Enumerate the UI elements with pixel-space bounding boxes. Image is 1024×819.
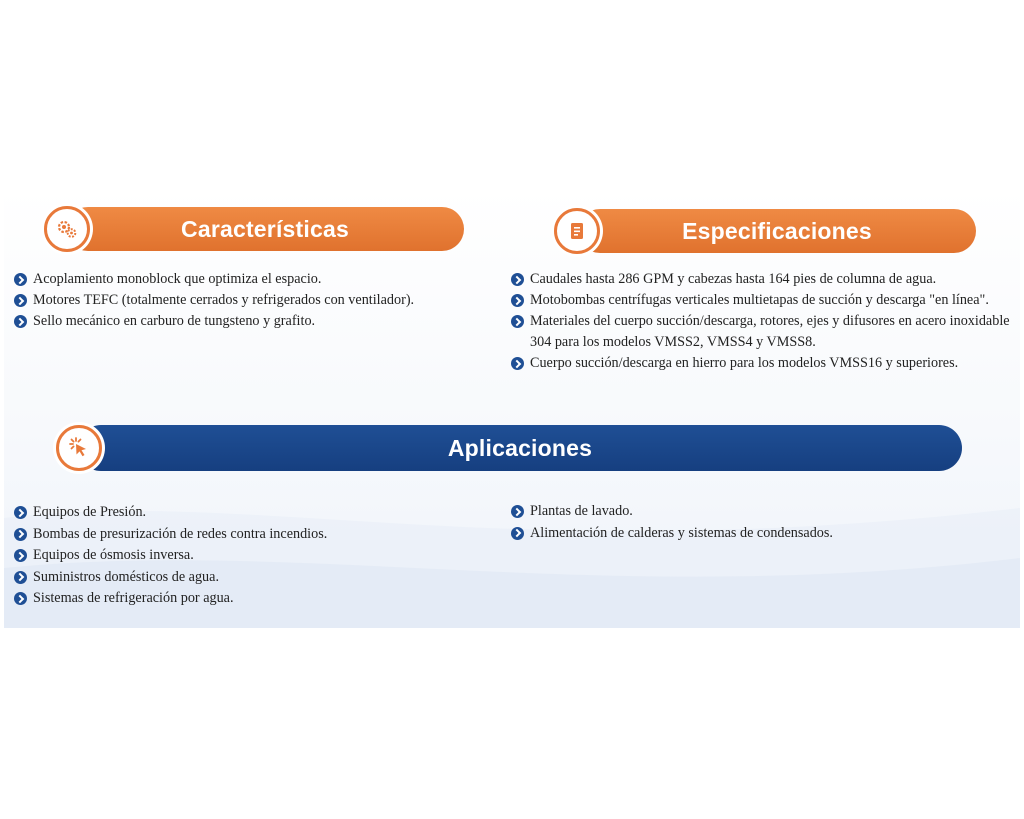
chevron-bullet-icon	[14, 571, 27, 584]
cursor-click-icon	[67, 436, 91, 460]
list-item: Cuerpo succión/descarga en hierro para los modelos VMSS16 y superiores.	[511, 353, 1019, 374]
list-item: Equipos de ósmosis inversa.	[14, 545, 484, 567]
list-item: Caudales hasta 286 GPM y cabezas hasta 164 pies de columna de agua.	[511, 269, 1019, 290]
especificaciones-badge	[553, 207, 601, 255]
aplicaciones-banner	[78, 425, 962, 471]
chevron-bullet-icon	[14, 528, 27, 541]
list-item: Motores TEFC (totalmente cerrados y refrigerados con ventilador).	[14, 290, 484, 311]
list-item: Sello mecánico en carburo de tungsteno y grafito.	[14, 311, 484, 332]
aplicaciones-list-right	[511, 501, 991, 544]
aplicaciones-list-left	[14, 502, 484, 610]
chevron-bullet-icon	[14, 294, 27, 307]
caracteristicas-title: Características	[181, 215, 349, 242]
especificaciones-banner	[578, 209, 976, 253]
chevron-bullet-icon	[511, 505, 524, 518]
list-item: Equipos de Presión.	[14, 502, 484, 524]
aplicaciones-badge	[55, 424, 103, 472]
chevron-bullet-icon	[511, 357, 524, 370]
caracteristicas-list	[14, 269, 484, 332]
chevron-bullet-icon	[14, 273, 27, 286]
chevron-bullet-icon	[511, 294, 524, 307]
list-item: Alimentación de calderas y sistemas de condensados.	[511, 523, 991, 545]
list-item: Suministros domésticos de agua.	[14, 567, 484, 589]
list-item: Materiales del cuerpo succión/descarga, rotores, ejes y difusores en acero inoxidable 304 para los modelos VMSS2, VMSS4 y VMSS8.	[511, 311, 1019, 353]
caracteristicas-badge	[43, 205, 91, 253]
chevron-bullet-icon	[511, 315, 524, 328]
chevron-bullet-icon	[14, 592, 27, 605]
aplicaciones-title: Aplicaciones	[447, 434, 593, 461]
especificaciones-title: Especificaciones	[682, 217, 872, 244]
list-item: Acoplamiento monoblock que optimiza el espacio.	[14, 269, 484, 290]
chevron-bullet-icon	[511, 527, 524, 540]
list-item: Motobombas centrífugas verticales multietapas de succión y descarga "en línea".	[511, 290, 1019, 311]
document-icon	[566, 220, 588, 242]
especificaciones-list	[511, 269, 1019, 374]
list-item: Sistemas de refrigeración por agua.	[14, 588, 484, 610]
chevron-bullet-icon	[14, 549, 27, 562]
gears-icon	[55, 217, 79, 241]
chevron-bullet-icon	[14, 315, 27, 328]
list-item: Plantas de lavado.	[511, 501, 991, 523]
chevron-bullet-icon	[511, 273, 524, 286]
chevron-bullet-icon	[14, 506, 27, 519]
list-item: Bombas de presurización de redes contra incendios.	[14, 524, 484, 546]
caracteristicas-banner	[66, 207, 464, 251]
